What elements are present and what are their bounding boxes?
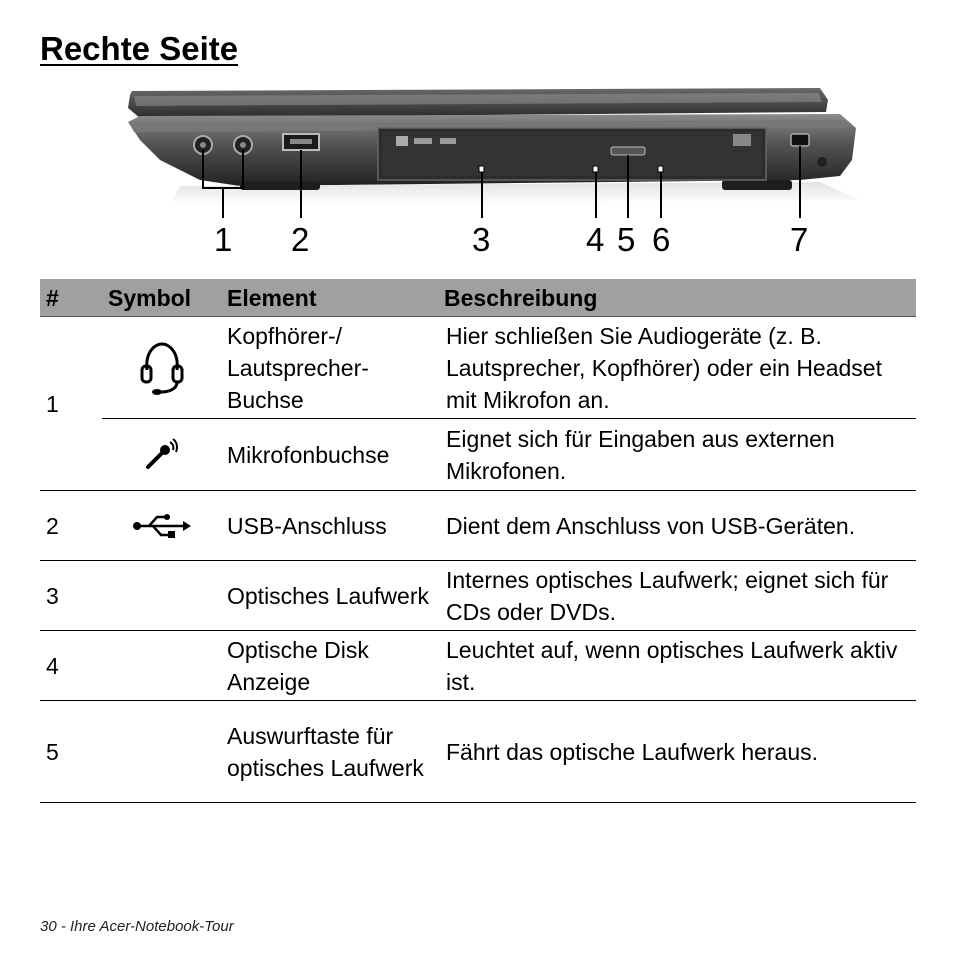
symbol-cell (102, 419, 221, 491)
row-num: 1 (40, 317, 102, 491)
row-num: 4 (40, 631, 102, 701)
table-row (40, 317, 916, 419)
table-row (40, 631, 916, 701)
callout-number: 1 (214, 221, 233, 258)
symbol-cell (102, 491, 221, 561)
page-footer: 30 - Ihre Acer-Notebook-Tour (40, 918, 234, 935)
headset-icon (137, 338, 187, 398)
table-row (40, 419, 916, 491)
page-title: Rechte Seite (40, 30, 239, 67)
callout-number: 6 (652, 221, 671, 258)
header-element: Element (221, 279, 438, 317)
row-description: Eignet sich für Eingaben aus externen Mikrofonen. (438, 419, 916, 491)
symbol-cell (102, 701, 221, 803)
row-num: 2 (40, 491, 102, 561)
row-num: 3 (40, 561, 102, 631)
header-num: # (40, 279, 102, 317)
row-description: Dient dem Anschluss von USB-Geräten. (438, 491, 916, 561)
symbol-cell (102, 561, 221, 631)
callout-number: 7 (790, 221, 809, 258)
row-element: Optisches Laufwerk (221, 561, 438, 631)
row-description: Fährt das optische Laufwerk heraus. (438, 701, 916, 803)
table-row (40, 491, 916, 561)
row-description: Internes optisches Laufwerk; eignet sich für CDs oder DVDs. (438, 561, 916, 631)
callout-number: 4 (586, 221, 605, 258)
usb-icon (131, 512, 193, 540)
row-num: 5 (40, 701, 102, 803)
symbol-cell (102, 631, 221, 701)
callout-number: 2 (291, 221, 310, 258)
row-element: USB-Anschluss (221, 491, 438, 561)
component-table (40, 279, 916, 803)
microphone-icon (142, 437, 182, 473)
row-element: Auswurftaste für optisches Laufwerk (221, 701, 438, 803)
row-description: Leuchtet auf, wenn optisches Laufwerk aktiv ist. (438, 631, 916, 701)
callout-number: 5 (617, 221, 636, 258)
table-header-row (40, 279, 916, 317)
row-element: Kopfhörer-/ Lautsprecher-Buchse (221, 317, 438, 419)
header-symbol: Symbol (102, 279, 221, 317)
header-description: Beschreibung (438, 279, 916, 317)
row-element: Optische Disk Anzeige (221, 631, 438, 701)
symbol-cell (102, 317, 221, 419)
row-description: Hier schließen Sie Audiogeräte (z. B. Lautsprecher, Kopfhörer) oder ein Headset mit Mikrofon an. (438, 317, 916, 419)
row-element: Mikrofonbuchse (221, 419, 438, 491)
table-row (40, 561, 916, 631)
callout-number: 3 (472, 221, 491, 258)
table-row (40, 701, 916, 803)
